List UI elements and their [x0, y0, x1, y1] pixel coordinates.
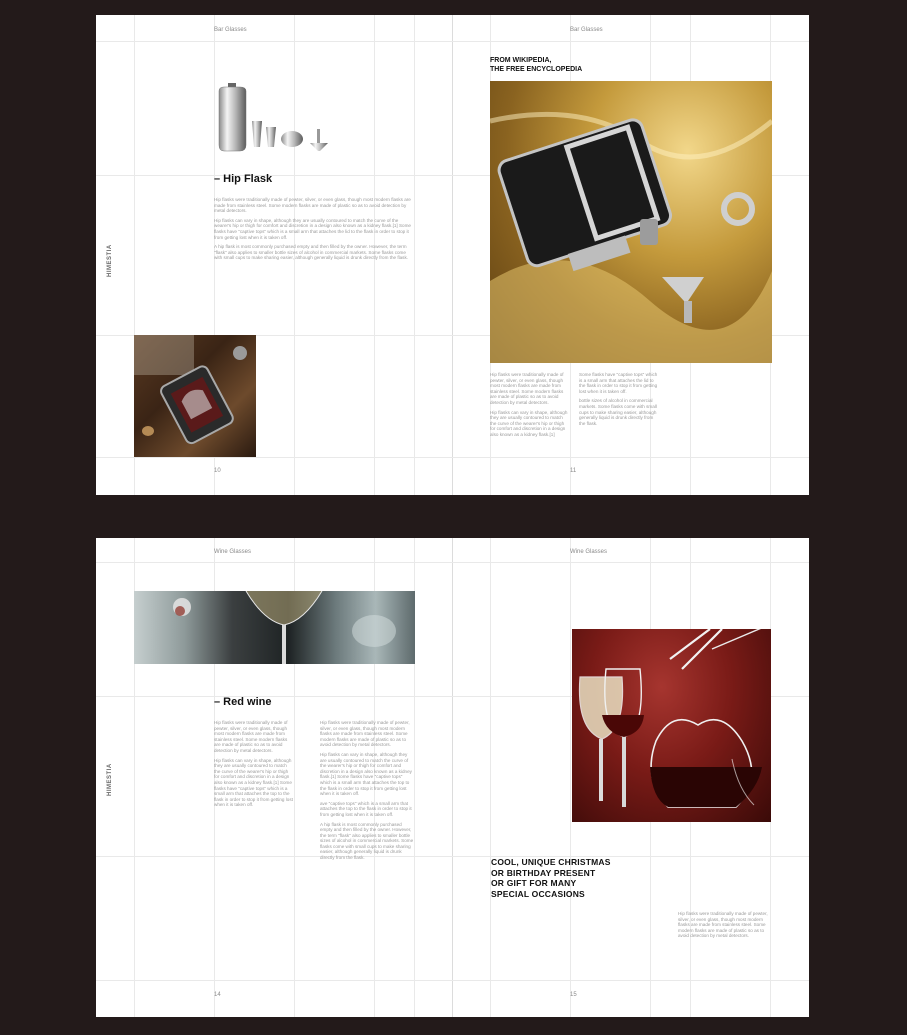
grid-line	[96, 457, 809, 458]
wine-glasses-photo	[572, 629, 771, 822]
body-paragraph: A hip flask is most commonly purchased empty and then filled by the owner. However, the term "flask" also applies to smaller bottle sizes of alcohol in commercial markets. Some flasks come with small cups to make sharing easier, although generally liquid is drunk directly from the flask.	[214, 244, 409, 261]
source-heading: FROM WIKIPEDIA, THE FREE ENCYCLOPEDIA	[490, 57, 583, 73]
column-paragraph: Hip flasks can vary in shape, although they are usually contoured to match the curve of the wearer's hip or thigh for comfort and discretion in a design also known as a kidney flask.[1] Some flasks have "captive tops" which is a small arm that attaches the top to the flask in order to stop it from getting lost when it is taken off.	[320, 751, 412, 797]
column-paragraph: Hip flasks can vary in shape, although they are usually contoured to match the curve of the wearer's hip or thigh for comfort and discretion in a design also known as a kidney flask.[1] Some flasks have "captive tops" which is a small arm that attaches the top to the flask in order to stop it from getting lost when it is taken off.	[214, 757, 293, 808]
right-page-number: 11	[570, 468, 577, 474]
spread-wine-glasses	[96, 538, 809, 1017]
grid-line	[570, 538, 571, 1017]
article-column-b	[320, 720, 414, 865]
left-page-number: 10	[214, 468, 221, 474]
flask-set-photo	[214, 81, 344, 155]
column-paragraph: Some flasks have "captive tops" which is a small arm that attaches the lid to the flask in order to stop it from getting lost when it is taken off.	[579, 372, 658, 394]
article-column-b	[579, 372, 659, 430]
leather-flask-photo	[134, 335, 256, 457]
article-column-a	[490, 372, 570, 442]
brand-vertical: HIMESTIA	[107, 763, 113, 796]
spread-bar-glasses	[96, 15, 809, 495]
body-paragraph: Hip flasks can vary in shape, although they are usually contoured to match the curve of the wearer's hip or thigh for comfort and discretion in a design also known as a kidney flask.[1] Some flasks have "captive tops" which is a small arm that attaches the lid to the flask in order to stop it from getting lost when it is taken off.	[214, 217, 411, 240]
left-running-header: Wine Glasses	[214, 549, 252, 555]
page-gutter	[452, 538, 453, 1017]
article-column-a	[214, 720, 294, 812]
left-running-header: Bar Glasses	[214, 27, 247, 33]
black-flask-on-gold-photo	[490, 81, 772, 363]
column-paragraph: ave "captive tops" which is a small arm that attaches the top to the flask in order to stop it from getting lost when it is taken off.	[320, 800, 412, 817]
grid-line	[490, 538, 491, 1017]
article-title: – Red wine	[214, 696, 272, 708]
left-page-number: 14	[214, 992, 221, 998]
right-running-header: Bar Glasses	[570, 27, 603, 33]
grid-line	[96, 980, 809, 981]
champagne-banner-photo	[134, 591, 415, 664]
article-body	[214, 197, 414, 265]
article-title: – Hip Flask	[214, 173, 273, 185]
page-gutter	[452, 15, 453, 495]
grid-line	[96, 41, 809, 42]
grid-line	[414, 15, 415, 495]
brand-vertical: HIMESTIA	[107, 244, 113, 277]
column-paragraph: Hip flasks were traditionally made of pewter, silver, or even glass, though most modern flasks are made from stainless steel. Some modern flasks are made of plastic so as to avoid detection by metal detectors.	[214, 720, 288, 753]
right-running-header: Wine Glasses	[570, 549, 608, 555]
column-paragraph: Hip flasks were traditionally made of pewter, silver, or even glass, though most modern flasks are made from stainless steel. Some modern flasks are made of plastic so as to avoid detection by metal detectors.	[490, 372, 564, 405]
column-paragraph: Hip flasks can vary in shape, although they are usually contoured to match the curve of the wearer's hip or thigh for comfort and discretion in a design also known as a kidney flask.[1]	[490, 409, 568, 437]
right-page-number: 15	[570, 992, 577, 998]
right-page-body: Hip flasks were traditionally made of pewter, silver, or even glass, though most modern flasks are made from stainless steel. Some modern flasks are made of plastic so as to avoid detection by metal detectors.	[678, 911, 768, 939]
column-paragraph: A hip flask is most commonly purchased empty and then filled by the owner. However, the term "flask" also applies to smaller bottle sizes of alcohol in commercial markets. Some flasks come with small cups to make sharing easier, although generally liquid is drunk directly from the flask.	[320, 821, 414, 861]
column-paragraph: bottle sizes of alcohol in commercial markets. Some flasks come with small cups to make sharing easier, although generally liquid is drunk directly from the flask.	[579, 398, 657, 426]
tagline: COOL, UNIQUE CHRISTMAS OR BIRTHDAY PRESENT OR GIFT FOR MANY SPECIAL OCCASIONS	[491, 857, 611, 899]
grid-line	[96, 562, 809, 563]
body-paragraph: Hip flasks were traditionally made of pewter, silver, or even glass, though most modern flasks are made from stainless steel. Some modern flasks are made of plastic so as to avoid detection by metal detectors.	[214, 197, 411, 214]
grid-line	[96, 856, 809, 857]
column-paragraph: Hip flasks were traditionally made of pewter, silver, or even glass, though most modern flasks are made from stainless steel. Some modern flasks are made of plastic so as to avoid detection by metal detectors.	[320, 720, 410, 748]
